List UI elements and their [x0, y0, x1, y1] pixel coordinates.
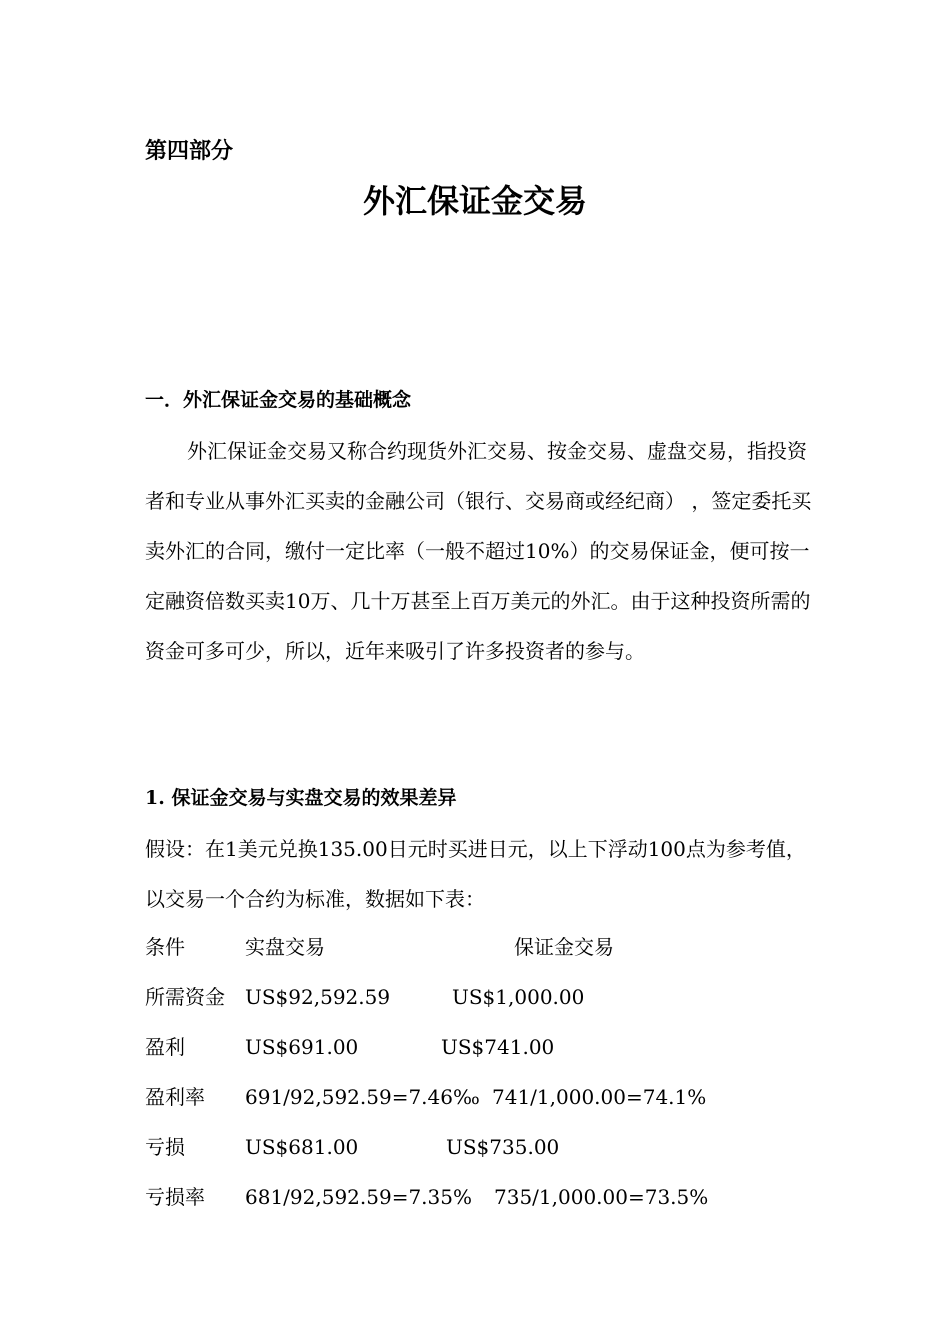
table-row: [145, 977, 845, 1017]
table-row: [145, 1177, 845, 1217]
margin-value: US$735.00: [446, 1135, 560, 1159]
row-label: 条件: [145, 935, 185, 959]
row-label: 所需资金: [145, 985, 225, 1009]
margin-value: US$741.00: [441, 1035, 555, 1059]
spot-value: US$92,592.59: [245, 985, 391, 1009]
intro-paragraph: 外汇保证金交易又称合约现货外汇交易、按金交易、虚盘交易，指投资者和专业从事外汇买卖的金融公司（银行、交易商或经纪商） ，签定委托买卖外汇的合同，缴付一定比率（一般不超过10%）的交易保证金，便可按一定融资倍数买卖10万、几十万甚至上百万美元的外汇。由于这种投资所需的资金可多可少，所以，近年来吸引了许多投资者的参与。: [145, 439, 812, 663]
row-label: 亏损率: [145, 1185, 205, 1209]
subsection-paragraph: 假设：在1美元兑换135.00日元时买进日元，以上下浮动100点为参考值，以交易一个合约为标准，数据如下表：: [145, 837, 806, 911]
margin-value: US$1,000.00: [452, 985, 585, 1009]
margin-value: 保证金交易: [514, 935, 614, 959]
section-heading: 一．外汇保证金交易的基础概念: [145, 389, 412, 411]
margin-value: 735/1,000.00=73.5%: [494, 1185, 709, 1209]
margin-value: 741/1,000.00=74.1%: [492, 1085, 707, 1109]
row-label: 盈利: [145, 1035, 185, 1059]
spot-value: 实盘交易: [245, 935, 325, 959]
table-row: [145, 1127, 845, 1167]
part-label: 第四部分: [145, 139, 234, 164]
spot-value: US$681.00: [245, 1135, 359, 1159]
row-label: 盈利率: [145, 1085, 205, 1109]
page-title: 外汇保证金交易: [362, 182, 587, 220]
table-row: [145, 1027, 845, 1067]
subsection-heading: 1. 保证金交易与实盘交易的效果差异: [145, 787, 457, 809]
row-label: 亏损: [145, 1135, 185, 1159]
table-row: [145, 1077, 845, 1117]
spot-value: 681/92,592.59=7.35%: [245, 1185, 472, 1209]
table-row: [145, 927, 845, 967]
spot-value: US$691.00: [245, 1035, 359, 1059]
spot-value: 691/92,592.59=7.46‰: [245, 1085, 480, 1109]
